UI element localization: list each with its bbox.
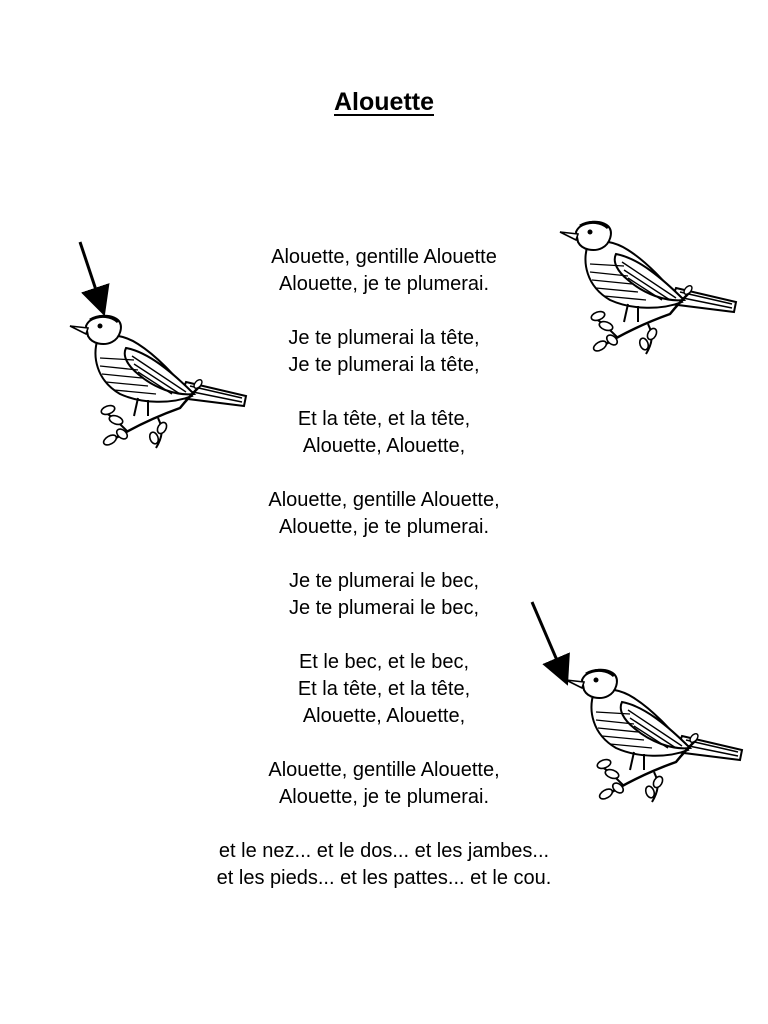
poem-line: Et le bec, et le bec, — [298, 651, 470, 673]
stanza — [0, 568, 768, 622]
poem-line: Alouette, je te plumerai. — [278, 273, 490, 295]
stanza — [0, 838, 768, 892]
poem-line: Alouette, gentille Alouette, — [268, 759, 500, 781]
poem-line: Alouette, gentille Alouette, — [268, 489, 500, 511]
poem-line: Je te plumerai le bec, — [288, 597, 480, 619]
poem-line: Alouette, Alouette, — [302, 705, 466, 727]
stanza — [0, 487, 768, 541]
poem-line: Alouette, je te plumerai. — [278, 786, 490, 808]
stanza — [0, 757, 768, 811]
stanza — [0, 325, 768, 379]
poem-line: Et la tête, et la tête, — [297, 408, 471, 430]
poem-line: Et la tête, et la tête, — [297, 678, 471, 700]
stanza — [0, 244, 768, 298]
poem-line: Alouette, gentille Alouette — [271, 246, 497, 268]
poem-line: Alouette, Alouette, — [302, 435, 466, 457]
page-title: Alouette — [334, 88, 434, 116]
poem-line: Alouette, je te plumerai. — [278, 516, 490, 538]
poem-line: Je te plumerai la tête, — [288, 354, 480, 376]
poem-lyrics — [0, 244, 768, 919]
stanza — [0, 649, 768, 730]
poem-line: et les pieds... et les pattes... et le cou. — [216, 867, 552, 889]
poem-line: Je te plumerai le bec, — [288, 570, 480, 592]
poem-line: Je te plumerai la tête, — [288, 327, 480, 349]
stanza — [0, 406, 768, 460]
poem-line: et le nez... et le dos... et les jambes... — [218, 840, 550, 862]
